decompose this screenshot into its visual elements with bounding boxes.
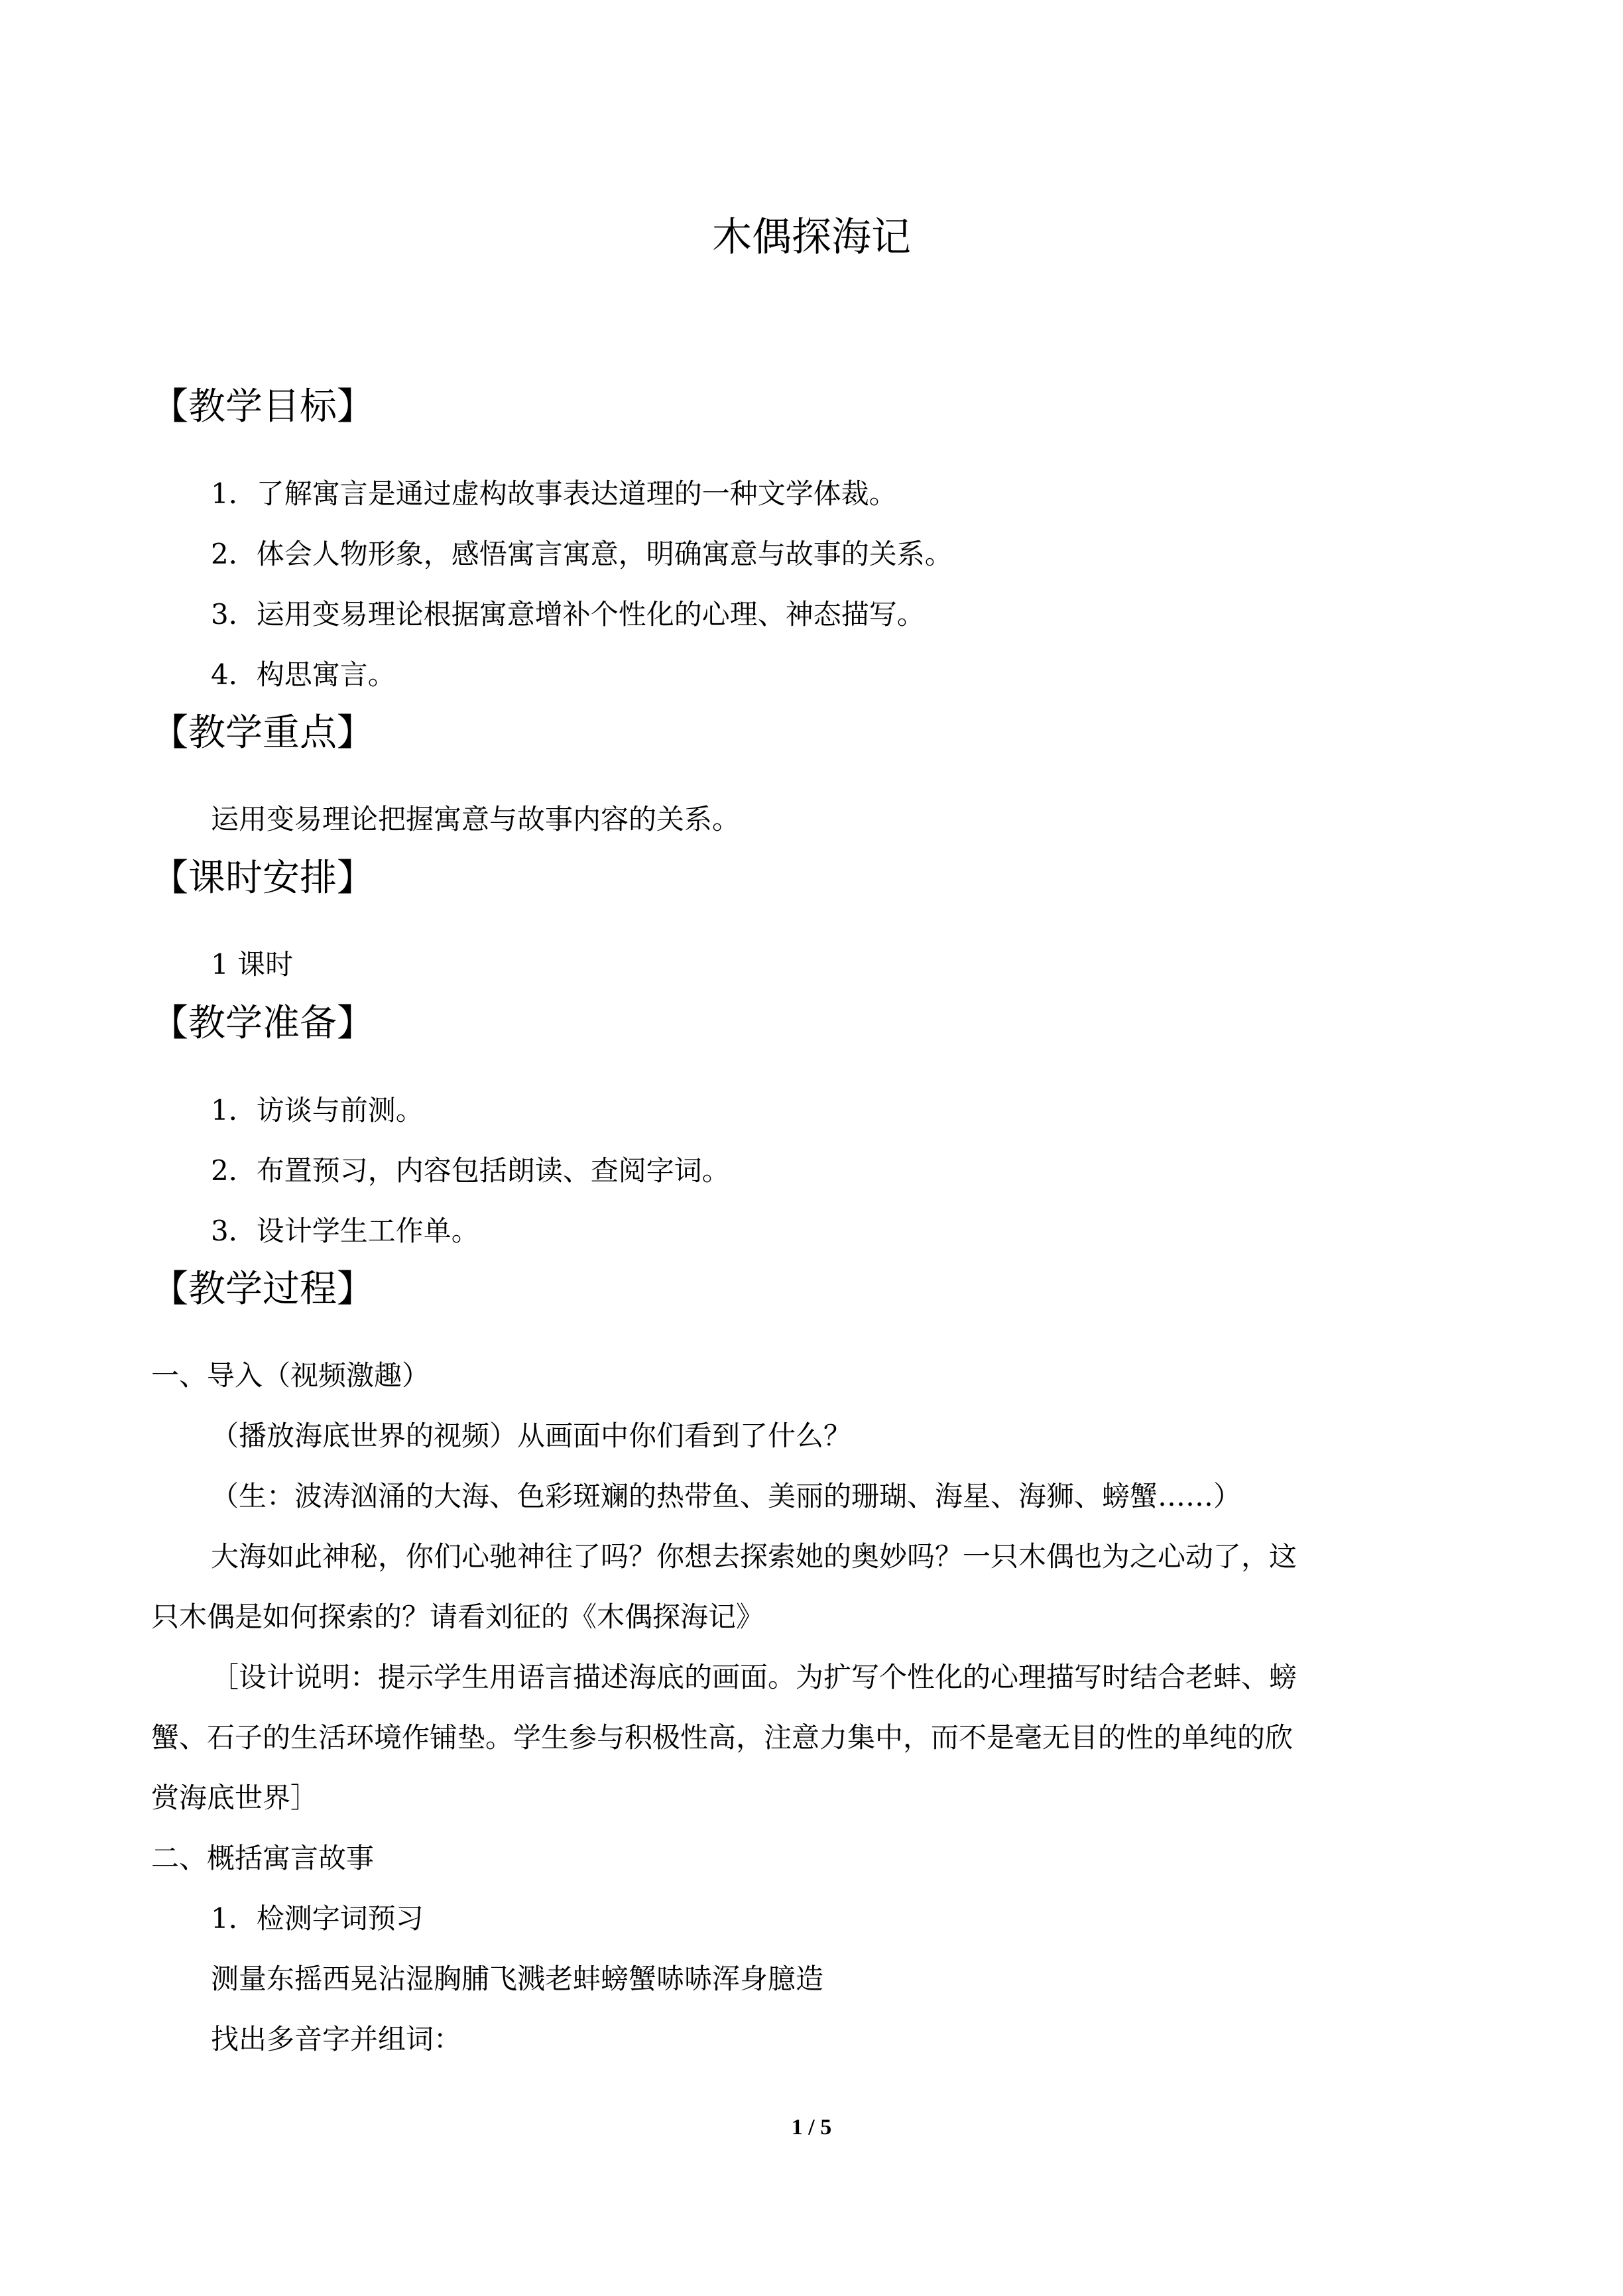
prep-item-2: 2．布置预习，内容包括朗读、查阅字词。: [211, 1154, 730, 1187]
design-note-line1: ［设计说明：提示学生用语言描述海底的画面。为扩写个性化的心理描写时结合老蚌、螃: [211, 1661, 1297, 1693]
process-part2-subtitle: 1．检测字词预习: [211, 1902, 424, 1935]
process-part1-answer: （生：波涛汹涌的大海、色彩斑斓的热带鱼、美丽的珊瑚、海星、海狮、螃蟹……）: [211, 1480, 1242, 1512]
schedule-text: 1 课时: [211, 948, 294, 981]
heading-teaching-focus: 【教学重点】: [151, 711, 374, 755]
design-note-line3: 赏海底世界］: [151, 1782, 319, 1814]
goal-item-2: 2．体会人物形象，感悟寓言寓意，明确寓意与故事的关系。: [211, 538, 953, 570]
prep-item-1: 1．访谈与前测。: [211, 1094, 424, 1126]
prep-item-3: 3．设计学生工作单。: [211, 1215, 479, 1247]
process-part2-task: 找出多音字并组词：: [211, 2023, 462, 2055]
process-part1-paragraph-line2: 只木偶是如何探索的？请看刘征的《木偶探海记》: [151, 1601, 764, 1633]
heading-schedule: 【课时安排】: [151, 857, 374, 900]
goal-item-3: 3．运用变易理论根据寓意增补个性化的心理、神态描写。: [211, 598, 925, 631]
heading-preparation: 【教学准备】: [151, 1002, 374, 1045]
heading-teaching-process: 【教学过程】: [151, 1268, 374, 1311]
document-title: 木偶探海记: [712, 214, 911, 261]
goal-item-4: 4．构思寓言。: [211, 658, 396, 691]
process-part2-title: 二、概括寓言故事: [151, 1842, 375, 1874]
process-part1-title: 一、导入（视频激趣）: [151, 1359, 430, 1392]
process-part2-words: 测量东摇西晃沾湿胸脯飞溅老蚌螃蟹哧哧浑身臆造: [211, 1963, 824, 1995]
process-part1-question: （播放海底世界的视频）从画面中你们看到了什么？: [211, 1420, 852, 1452]
process-part1-paragraph-line1: 大海如此神秘，你们心驰神往了吗？你想去探索她的奥妙吗？一只木偶也为之心动了，这: [211, 1540, 1297, 1573]
design-note-line2: 蟹、石子的生活环境作铺垫。学生参与积极性高，注意力集中，而不是毫无目的性的单纯的欣: [151, 1721, 1293, 1754]
goal-item-1: 1．了解寓言是通过虚构故事表达道理的一种文学体裁。: [211, 477, 897, 510]
page-number: 1 / 5: [791, 2115, 832, 2140]
focus-text: 运用变易理论把握寓意与故事内容的关系。: [211, 803, 741, 835]
heading-teaching-goals: 【教学目标】: [151, 385, 374, 428]
